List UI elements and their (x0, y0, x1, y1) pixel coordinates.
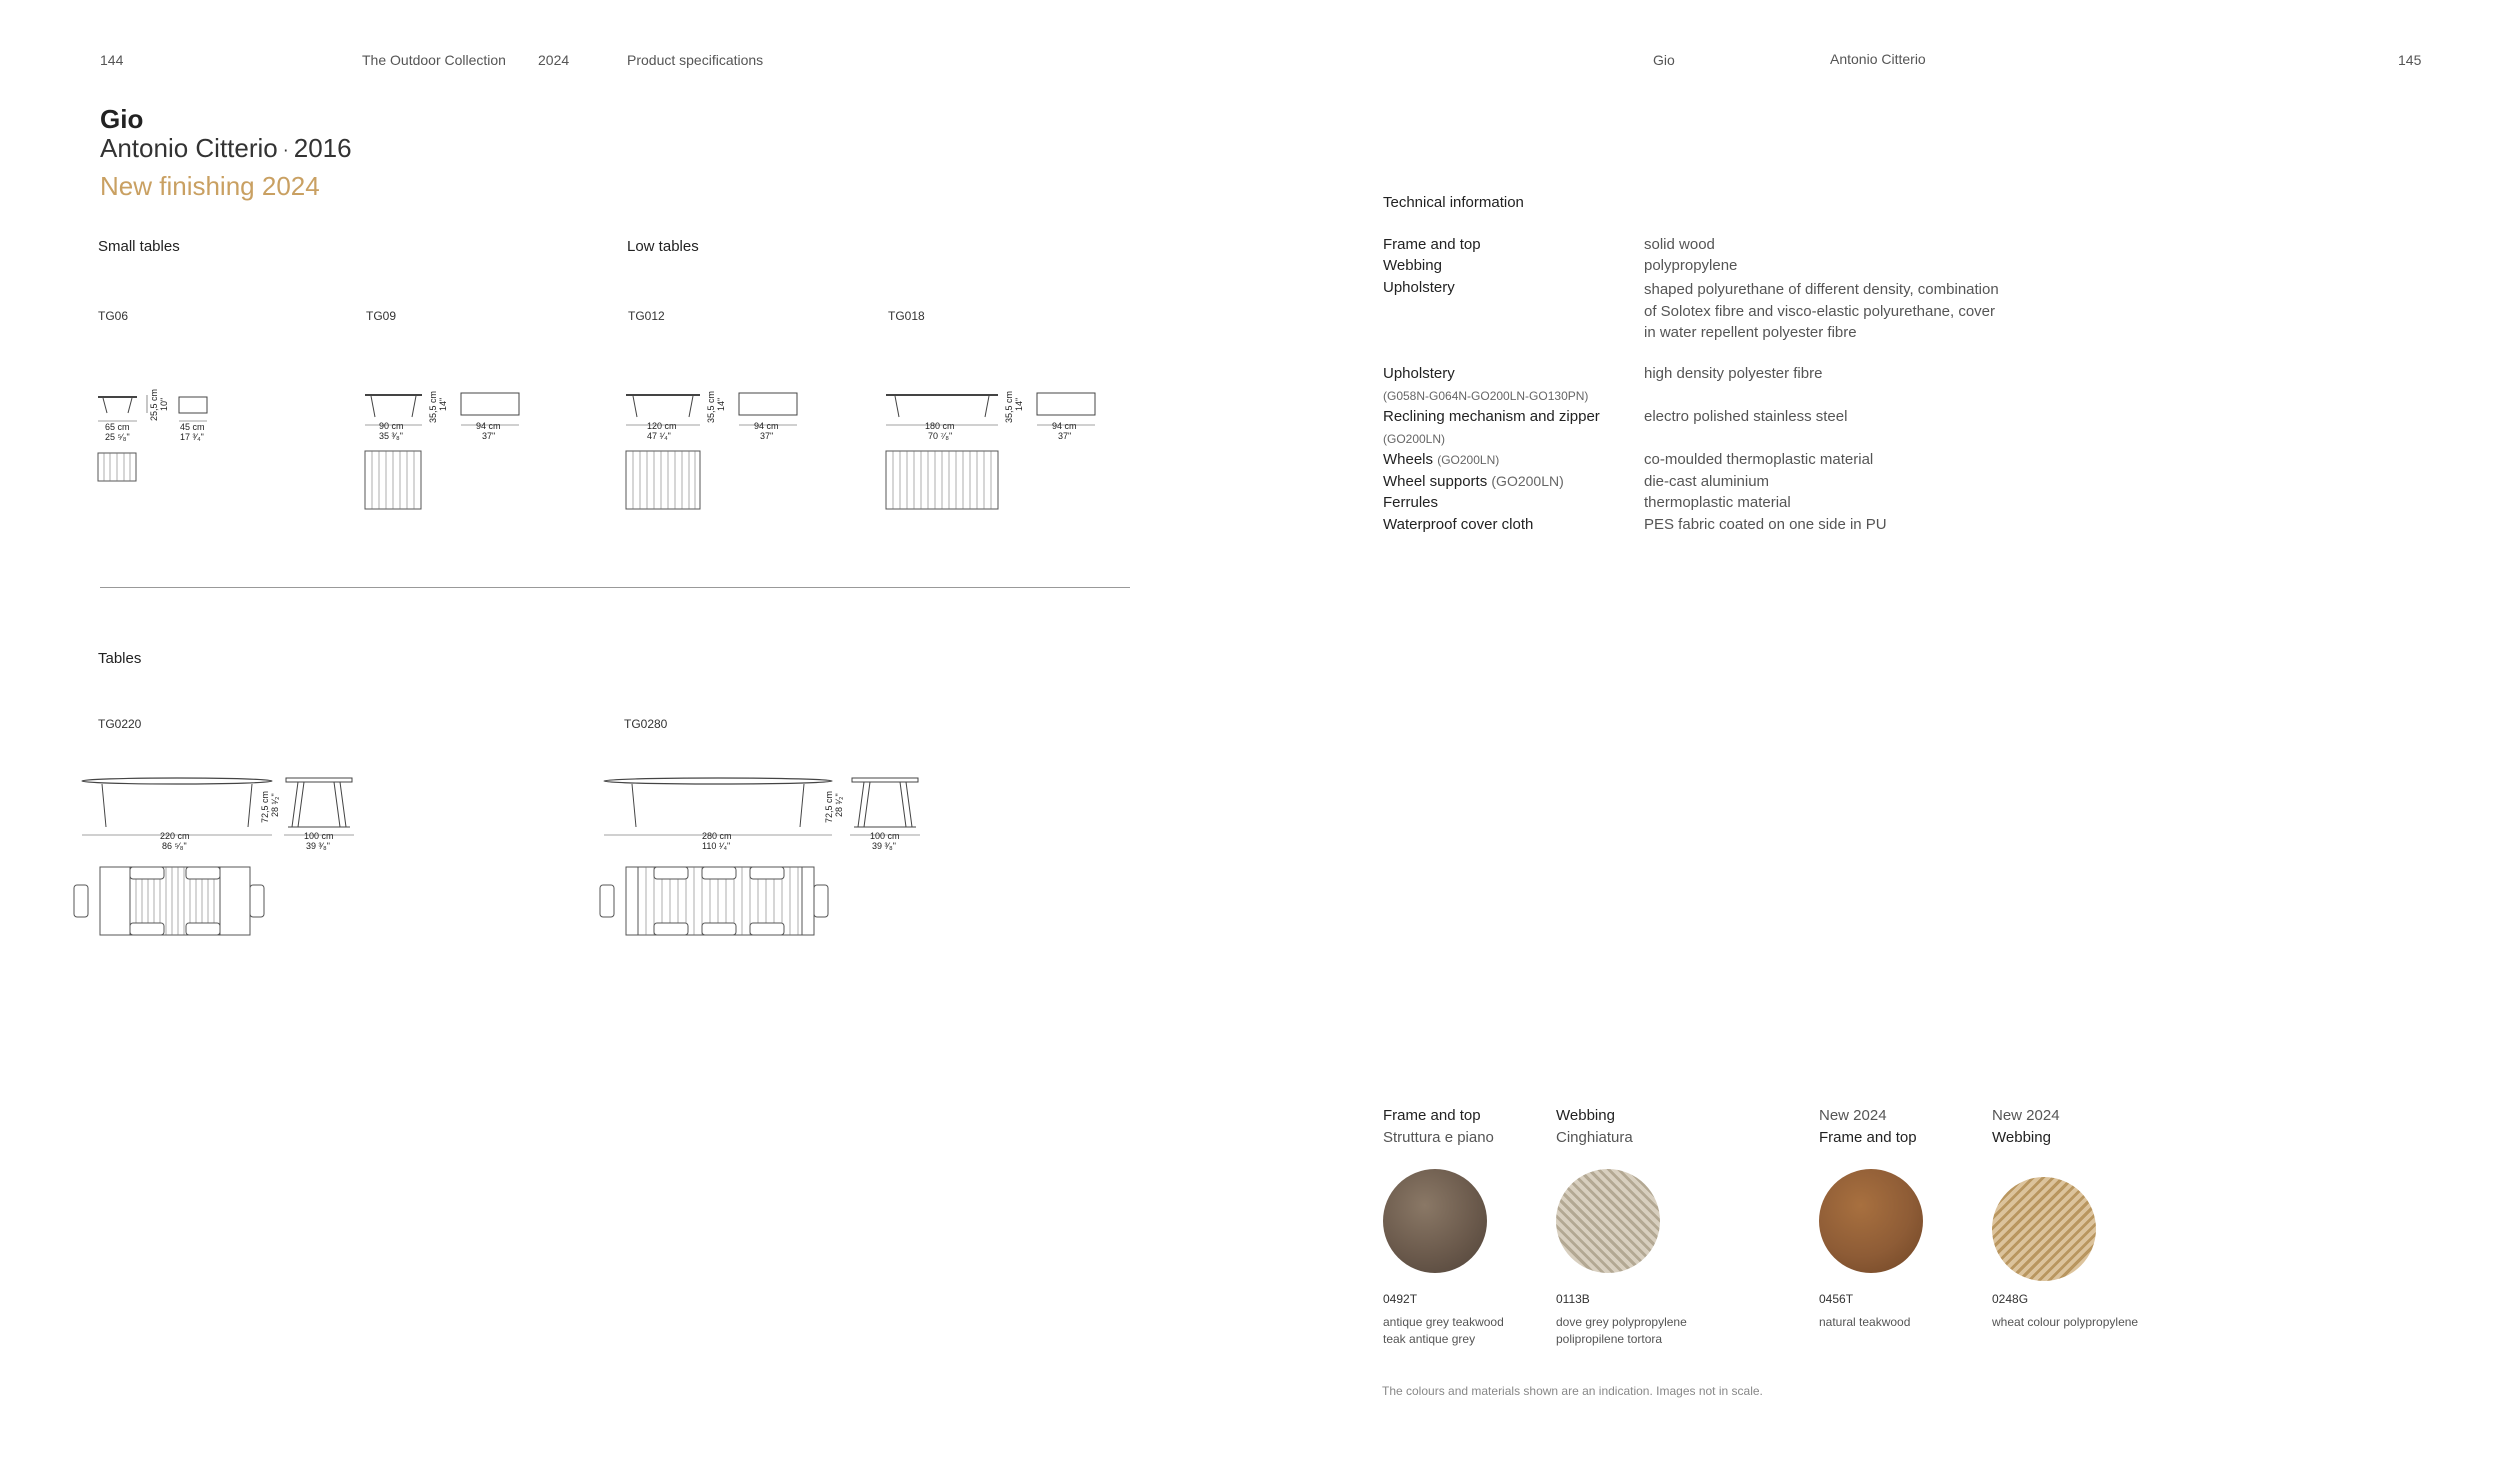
drawing-tg09 (362, 385, 532, 515)
finish-1-code: 0113B (1556, 1292, 1590, 1306)
finish-2-tag: New 2024 (1819, 1107, 1887, 1124)
tg0280-depth-in: 39 ³⁄₈" (872, 841, 896, 851)
finish-3-title: Webbing (1992, 1129, 2051, 1146)
finish-1-subtitle: Cinghiatura (1556, 1129, 1633, 1146)
technical-heading: Technical information (1383, 194, 1524, 211)
tg0220-depth-in: 39 ³⁄₈" (306, 841, 330, 851)
product-code-tg018: TG018 (888, 309, 925, 323)
tg012-depth-in: 37" (760, 431, 774, 441)
tg0280-width-cm: 280 cm (702, 831, 732, 841)
tech-value-webbing: polypropylene (1644, 257, 1738, 274)
tech-label-upholstery-2: Upholstery (1383, 365, 1455, 382)
page-number-left: 144 (100, 52, 124, 68)
tech-label-frame: Frame and top (1383, 236, 1481, 253)
drawing-tg0220 (72, 775, 372, 995)
drawing-tg012 (623, 385, 813, 515)
tech-note-wheels: (GO200LN) (1437, 453, 1500, 467)
footnote: The colours and materials shown are an indication. Images not in scale. (1382, 1384, 1763, 1398)
tg09-height-in: 14" (438, 397, 448, 411)
tg018-width-cm: 180 cm (925, 421, 955, 431)
tg06-depth-in: 17 ³⁄₄" (180, 432, 204, 442)
low-tables-heading: Low tables (627, 238, 699, 255)
swatch-wheat-polypropylene[interactable] (1992, 1177, 2096, 1281)
tech-label-wheels (1383, 451, 1499, 468)
tech-value-wheel-supports: die-cast aluminium (1644, 473, 1770, 490)
finish-3-code: 0248G (1992, 1292, 2029, 1306)
page-number-right: 145 (2398, 52, 2422, 68)
tech-value-reclining: electro polished stainless steel (1644, 408, 1848, 425)
tg0220-width-cm: 220 cm (160, 831, 190, 841)
finish-0-desc1: antique grey teakwood (1383, 1315, 1504, 1329)
finish-3-desc1: wheat colour polypropylene (1992, 1315, 2139, 1329)
tg0220-depth-cm: 100 cm (304, 831, 334, 841)
tech-value-wheels: co-moulded thermoplastic material (1644, 451, 1874, 468)
finish-0-title: Frame and top (1383, 1107, 1481, 1124)
tg09-height-cm: 35,5 cm (428, 390, 438, 423)
new-finishing-label: New finishing 2024 (100, 171, 320, 201)
tables-heading: Tables (98, 650, 142, 667)
tech-note-wheel-supports: (GO200LN) (1491, 473, 1564, 489)
tech-value-ferrules: thermoplastic material (1644, 494, 1791, 511)
product-code-tg012: TG012 (628, 309, 665, 323)
tg018-depth-in: 37" (1058, 431, 1072, 441)
tg0280-depth-cm: 100 cm (870, 831, 900, 841)
finish-2-title: Frame and top (1819, 1129, 1917, 1146)
tg09-depth-in: 37" (482, 431, 496, 441)
tech-label-cover: Waterproof cover cloth (1383, 516, 1534, 533)
drawing-tg06 (95, 385, 225, 485)
tg06-depth-cm: 45 cm (180, 422, 205, 432)
swatch-dove-grey-polypropylene[interactable] (1556, 1169, 1660, 1273)
tg09-depth-cm: 94 cm (476, 421, 501, 431)
finish-1-title: Webbing (1556, 1107, 1615, 1124)
tech-label-wheel-supports-text: Wheel supports (1383, 473, 1488, 490)
tg012-height-in: 14" (716, 397, 726, 411)
tech-value-cover: PES fabric coated on one side in PU (1644, 516, 1887, 533)
tg06-width-in: 25 ⁵⁄₈" (105, 432, 130, 442)
drawing-tg018 (883, 385, 1103, 515)
drawing-tg0280 (598, 775, 938, 995)
tech-label-reclining: Reclining mechanism and zipper (1383, 408, 1600, 425)
tg0220-height-cm: 72,5 cm (260, 790, 270, 823)
finish-2-desc1: natural teakwood (1819, 1315, 1911, 1329)
tg012-width-in: 47 ¹⁄₄" (647, 431, 671, 441)
tg0280-width-in: 110 ¹⁄₄" (702, 841, 731, 851)
tech-label-upholstery: Upholstery (1383, 279, 1455, 296)
tech-label-wheel-supports (1383, 473, 1564, 490)
collection-year: 2024 (538, 52, 570, 68)
tg06-height-in: 10" (159, 397, 169, 411)
tg06-width-cm: 65 cm (105, 422, 130, 432)
finish-0-desc2: teak antique grey (1383, 1332, 1476, 1346)
swatch-natural-teak[interactable] (1819, 1169, 1923, 1273)
designer-name: Antonio Citterio (100, 133, 278, 163)
tg0280-height-cm: 72,5 cm (824, 790, 834, 823)
tg0280-height-in: 28 ¹⁄₂" (834, 793, 844, 817)
tg09-width-in: 35 ³⁄₈" (379, 431, 403, 441)
tech-note-reclining: (GO200LN) (1383, 432, 1446, 446)
tg018-height-in: 14" (1014, 397, 1024, 411)
finish-0-code: 0492T (1383, 1292, 1418, 1306)
finish-1-desc1: dove grey polypropylene (1556, 1315, 1687, 1329)
product-code-tg0220: TG0220 (98, 717, 142, 731)
tech-value-frame: solid wood (1644, 236, 1715, 253)
tech-label-wheels-text: Wheels (1383, 451, 1434, 468)
tg0220-height-in: 28 ¹⁄₂" (270, 793, 280, 817)
header-designer: Antonio Citterio (1830, 51, 1926, 67)
small-tables-heading: Small tables (98, 238, 180, 255)
tg09-width-cm: 90 cm (379, 421, 404, 431)
tg018-width-in: 70 ⁷⁄₈" (928, 431, 953, 441)
product-code-tg0280: TG0280 (624, 717, 668, 731)
page-title: Gio (100, 104, 144, 134)
designer-year: Antonio Citterio · 2016 (100, 133, 352, 163)
swatch-antique-grey-teak[interactable] (1383, 1169, 1487, 1273)
product-code-tg09: TG09 (366, 309, 397, 323)
finish-3-tag: New 2024 (1992, 1107, 2060, 1124)
finish-2-code: 0456T (1819, 1292, 1854, 1306)
tech-label-webbing: Webbing (1383, 257, 1442, 274)
finish-0-subtitle: Struttura e piano (1383, 1129, 1494, 1146)
design-year: 2016 (293, 133, 352, 163)
tech-note-upholstery-2: (G058N-G064N-GO200LN-GO130PN) (1383, 389, 1589, 403)
tech-label-ferrules: Ferrules (1383, 494, 1439, 511)
tech-value-upholstery-2: high density polyester fibre (1644, 365, 1823, 382)
tech-value-upholstery: shaped polyurethane of different density, combination of Solotex fibre and visco-elastic polyurethane, cover in water repellent polyester fibre (1644, 281, 1999, 341)
section-divider (100, 587, 1130, 588)
tg018-depth-cm: 94 cm (1052, 421, 1077, 431)
finish-1-desc2: polipropilene tortora (1556, 1332, 1663, 1346)
tg018-height-cm: 35,5 cm (1004, 390, 1014, 423)
header-product: Gio (1653, 52, 1675, 68)
tg012-height-cm: 35,5 cm (706, 390, 716, 423)
tg06-height-cm: 25,5 cm (149, 388, 159, 421)
tg012-depth-cm: 94 cm (754, 421, 779, 431)
product-code-tg06: TG06 (98, 309, 129, 323)
section-name: Product specifications (627, 52, 764, 68)
tg0220-width-in: 86 ⁵⁄₈" (162, 841, 187, 851)
collection-name: The Outdoor Collection (362, 52, 506, 68)
tg012-width-cm: 120 cm (647, 421, 677, 431)
